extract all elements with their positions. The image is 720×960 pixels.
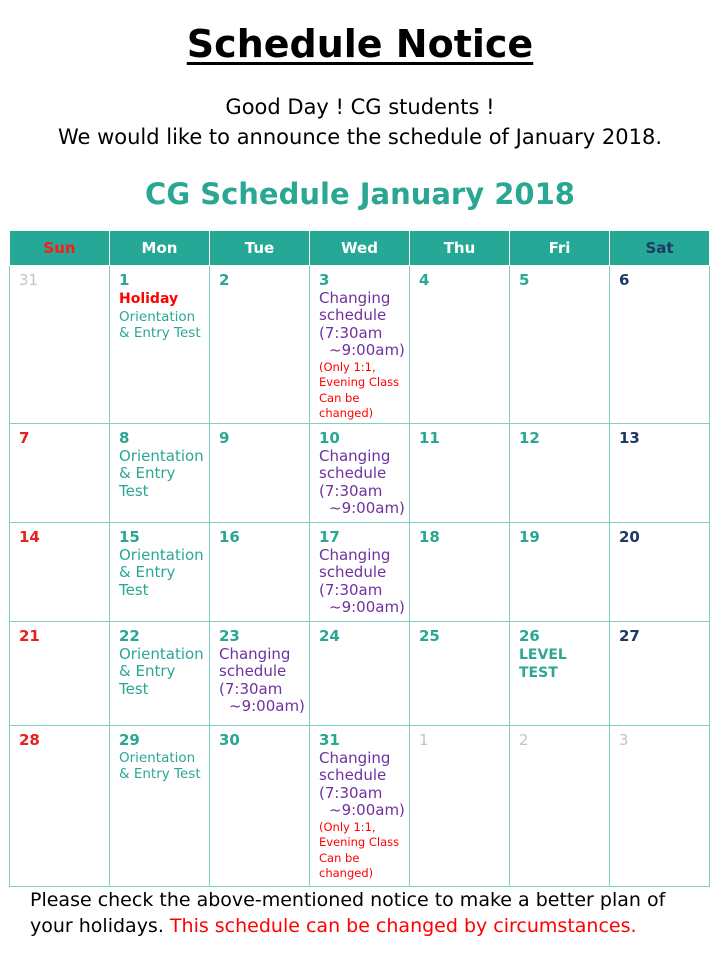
day-number: 27: [619, 627, 640, 645]
calendar-day-cell: [10, 726, 110, 887]
weekday-sat: Sat: [610, 231, 710, 266]
calendar-day-cell: [310, 424, 410, 523]
level-test-label: LEVEL TEST: [519, 646, 567, 681]
calendar-day-cell: [210, 622, 310, 726]
calendar-day-cell: [610, 622, 710, 726]
calendar-day-cell: [210, 266, 310, 424]
calendar-day-cell: [410, 266, 510, 424]
day-number: 6: [619, 271, 630, 289]
page-title: Schedule Notice: [186, 22, 534, 66]
calendar-day-cell: [110, 266, 210, 424]
changing-schedule-text: Changing schedule (7:30am: [319, 545, 391, 599]
calendar-week-row: [10, 424, 710, 523]
calendar-day-cell: [110, 523, 210, 622]
calendar-day-cell: [410, 523, 510, 622]
footer-text: Please check the above-mentioned notice to make a better plan of your holidays.: [30, 889, 666, 937]
changing-schedule: [319, 448, 409, 518]
changing-schedule-text: Changing schedule (7:30am: [319, 288, 391, 342]
day-number: 5: [519, 271, 530, 289]
calendar-week-row: [10, 726, 710, 887]
weekday-sun: Sun: [10, 231, 110, 266]
day-number: 18: [419, 528, 440, 546]
calendar-day-cell: [310, 726, 410, 887]
day-number: 31: [19, 271, 39, 289]
day-number: 10: [319, 429, 340, 447]
calendar-day-cell: [610, 523, 710, 622]
day-number: 30: [219, 731, 240, 749]
day-number: 1: [419, 731, 429, 749]
calendar-day-cell: [10, 266, 110, 424]
calendar-day-cell: [310, 622, 410, 726]
weekday-fri: Fri: [510, 231, 610, 266]
weekday-tue: Tue: [210, 231, 310, 266]
changing-schedule-end: ~9:00am): [329, 801, 405, 819]
calendar-day-cell: [610, 266, 710, 424]
event-note: Orientation & Entry Test: [119, 308, 201, 341]
class-change-note: (Only 1:1, Evening Class Can be changed): [319, 819, 400, 880]
weekday-header-row: [10, 231, 710, 266]
day-number: 3: [319, 271, 330, 289]
calendar-day-cell: [510, 424, 610, 523]
calendar-day-cell: [510, 622, 610, 726]
day-number: 22: [119, 627, 140, 645]
changing-schedule-text: Changing schedule (7:30am: [219, 644, 291, 698]
event-label: Orientation & Entry Test: [119, 545, 204, 599]
changing-schedule-end: ~9:00am): [329, 499, 405, 517]
calendar-table: [9, 230, 710, 887]
day-number: 29: [119, 731, 140, 749]
day-number: 7: [19, 429, 30, 447]
calendar-day-cell: [410, 424, 510, 523]
day-number: 2: [219, 271, 230, 289]
event-label: Orientation & Entry Test: [119, 446, 204, 500]
changing-schedule-text: Changing schedule (7:30am: [319, 446, 391, 500]
day-number: 4: [419, 271, 430, 289]
greeting-line-2: We would like to announce the schedule of January 2018.: [57, 125, 663, 149]
day-number: 16: [219, 528, 240, 546]
calendar-day-cell: [210, 424, 310, 523]
changing-schedule-end: ~9:00am): [329, 598, 405, 616]
calendar-day-cell: [10, 523, 110, 622]
event-note: Orientation & Entry Test: [119, 749, 201, 782]
calendar-day-cell: [210, 523, 310, 622]
calendar-day-cell: [410, 622, 510, 726]
calendar-day-cell: [510, 266, 610, 424]
calendar-week-row: [10, 266, 710, 424]
class-change-note: (Only 1:1, Evening Class Can be changed): [319, 359, 400, 420]
day-number: 23: [219, 627, 240, 645]
calendar-day-cell: [610, 424, 710, 523]
changing-schedule-end: ~9:00am): [329, 341, 405, 359]
calendar-day-cell: [410, 726, 510, 887]
day-number: 3: [619, 731, 629, 749]
day-number: 21: [19, 627, 40, 645]
changing-schedule: [319, 290, 409, 360]
holiday-label: Holiday: [119, 290, 179, 307]
day-number: 11: [419, 429, 440, 447]
day-number: 13: [619, 429, 640, 447]
weekday-thu: Thu: [410, 231, 510, 266]
changing-schedule: [319, 750, 409, 820]
day-number: 9: [219, 429, 230, 447]
calendar-day-cell: [310, 523, 410, 622]
day-number: 20: [619, 528, 640, 546]
calendar-day-cell: [610, 726, 710, 887]
changing-schedule-text: Changing schedule (7:30am: [319, 748, 391, 802]
day-number: 28: [19, 731, 40, 749]
day-number: 19: [519, 528, 540, 546]
footer-note: [30, 887, 710, 939]
calendar-week-row: [10, 622, 710, 726]
day-number: 31: [319, 731, 340, 749]
calendar-day-cell: [110, 424, 210, 523]
day-number: 12: [519, 429, 540, 447]
calendar-day-cell: [110, 622, 210, 726]
calendar-day-cell: [510, 726, 610, 887]
changing-schedule: [319, 547, 409, 617]
event-label: Orientation & Entry Test: [119, 644, 204, 698]
day-number: 17: [319, 528, 340, 546]
day-number: 14: [19, 528, 40, 546]
footer-warning: This schedule can be changed by circumstances.: [169, 915, 637, 937]
calendar-day-cell: [10, 622, 110, 726]
greeting-line-1: Good Day ! CG students !: [225, 95, 495, 119]
day-number: 1: [119, 271, 130, 289]
calendar-title: CG Schedule January 2018: [145, 177, 575, 211]
weekday-mon: Mon: [110, 231, 210, 266]
day-number: 2: [519, 731, 529, 749]
changing-schedule-end: ~9:00am): [229, 697, 305, 715]
changing-schedule: [219, 646, 309, 716]
day-number: 26: [519, 627, 540, 645]
day-number: 25: [419, 627, 440, 645]
day-number: 24: [319, 627, 340, 645]
day-number: 8: [119, 429, 130, 447]
day-number: 15: [119, 528, 140, 546]
calendar-day-cell: [10, 424, 110, 523]
calendar-day-cell: [310, 266, 410, 424]
weekday-wed: Wed: [310, 231, 410, 266]
calendar-week-row: [10, 523, 710, 622]
calendar-day-cell: [510, 523, 610, 622]
calendar-day-cell: [110, 726, 210, 887]
calendar-day-cell: [210, 726, 310, 887]
